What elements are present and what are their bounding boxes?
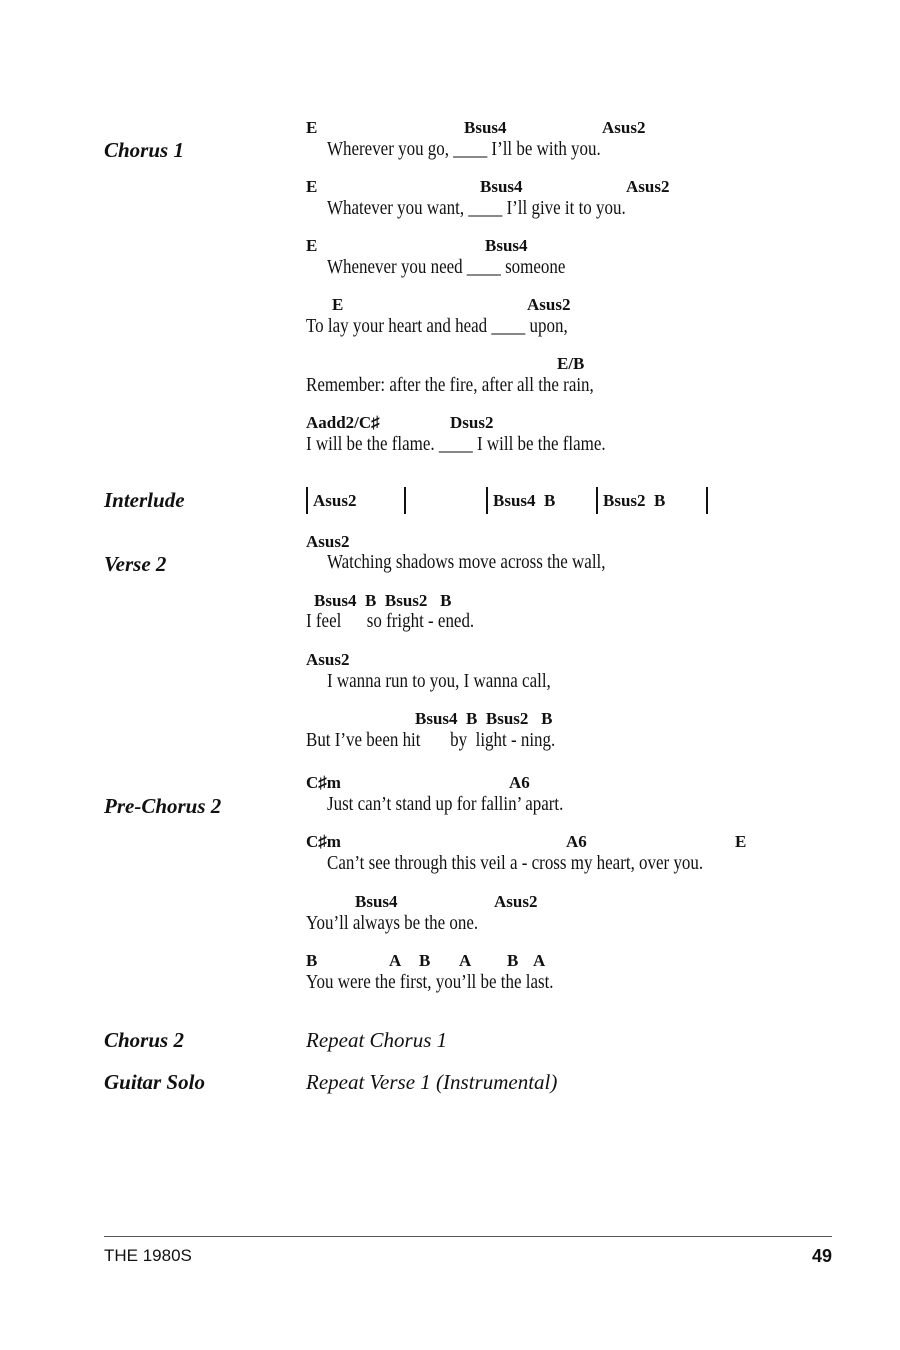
chord-symbol: A6	[509, 773, 530, 792]
chord-symbol: B	[419, 951, 431, 970]
chord-symbol: E	[735, 832, 747, 851]
bar-line	[306, 487, 308, 514]
chord-symbol: Bsus4	[485, 236, 528, 255]
chord-symbol: Aadd2/C♯	[306, 413, 380, 432]
lyric-line: I wanna run to you, I wanna call,	[327, 671, 551, 692]
chord-symbol: Bsus4	[464, 118, 507, 137]
chord-symbol: Bsus4	[355, 892, 398, 911]
bar-line	[596, 487, 598, 514]
chord-symbol: Bsus2 B	[603, 491, 666, 510]
section-label-guitar-solo: Guitar Solo	[104, 1070, 205, 1094]
chord-symbol: Asus2	[306, 650, 350, 669]
lyric-line: I feel so fright - ened.	[306, 611, 475, 632]
bar-line	[486, 487, 488, 514]
lyric-line: Just can’t stand up for fallin’ apart.	[327, 794, 564, 815]
lyric-line: Whenever you need ____ someone	[327, 257, 566, 278]
lyric-line: You’ll always be the one.	[306, 913, 479, 934]
chord-symbol: A	[459, 951, 472, 970]
lyric-line: Whatever you want, ____ I’ll give it to you.	[327, 198, 626, 219]
chord-symbol: A	[533, 951, 546, 970]
repeat-instruction: Repeat Verse 1 (Instrumental)	[306, 1070, 558, 1094]
chord-symbol: Bsus4	[480, 177, 523, 196]
repeat-instruction: Repeat Chorus 1	[306, 1028, 448, 1052]
chord-symbol: Asus2	[527, 295, 571, 314]
lyric-line: I will be the flame. ____ I will be the flame.	[306, 434, 606, 455]
chord-symbol: E/B	[557, 354, 585, 373]
section-label-chorus-2: Chorus 2	[104, 1028, 184, 1052]
chord-symbol: Bsus4 B	[493, 491, 556, 510]
lyric-line: But I’ve been hit by light - ning.	[306, 730, 556, 751]
chord-symbol: Bsus4 B Bsus2 B	[314, 591, 452, 610]
chord-symbol: A	[389, 951, 402, 970]
chord-symbol: Asus2	[494, 892, 538, 911]
chord-symbol: E	[306, 177, 318, 196]
lyric-line: You were the first, you’ll be the last.	[306, 972, 554, 993]
section-label-verse-2: Verse 2	[104, 552, 167, 576]
chord-symbol: C♯m	[306, 773, 341, 792]
chord-symbol: Asus2	[313, 491, 357, 510]
lyric-line: Remember: after the fire, after all the rain,	[306, 375, 594, 396]
chord-symbol: A6	[566, 832, 587, 851]
chord-symbol: C♯m	[306, 832, 341, 851]
section-label-chorus-1: Chorus 1	[104, 138, 184, 162]
section-label-pre-chorus-2: Pre-Chorus 2	[104, 794, 222, 818]
chord-symbol: Asus2	[306, 532, 350, 551]
chord-symbol: Asus2	[602, 118, 646, 137]
section-label-interlude: Interlude	[104, 488, 185, 512]
lyric-line: Wherever you go, ____ I’ll be with you.	[327, 139, 601, 160]
chord-symbol: E	[306, 118, 318, 137]
chord-symbol: E	[332, 295, 344, 314]
chord-symbol: Asus2	[626, 177, 670, 196]
lyric-line: Watching shadows move across the wall,	[327, 552, 606, 573]
chord-symbol: B	[306, 951, 318, 970]
chord-symbol: Dsus2	[450, 413, 494, 432]
bar-line	[404, 487, 406, 514]
lyric-line: To lay your heart and head ____ upon,	[306, 316, 568, 337]
chord-symbol: B	[507, 951, 519, 970]
bar-line	[706, 487, 708, 514]
footer-book-title: THE 1980S	[104, 1246, 192, 1265]
page-number: 49	[811, 1246, 832, 1266]
footer-divider	[104, 1236, 832, 1237]
chord-symbol: E	[306, 236, 318, 255]
lyric-line: Can’t see through this veil a - cross my heart, over you.	[327, 853, 704, 874]
chord-symbol: Bsus4 B Bsus2 B	[415, 709, 553, 728]
